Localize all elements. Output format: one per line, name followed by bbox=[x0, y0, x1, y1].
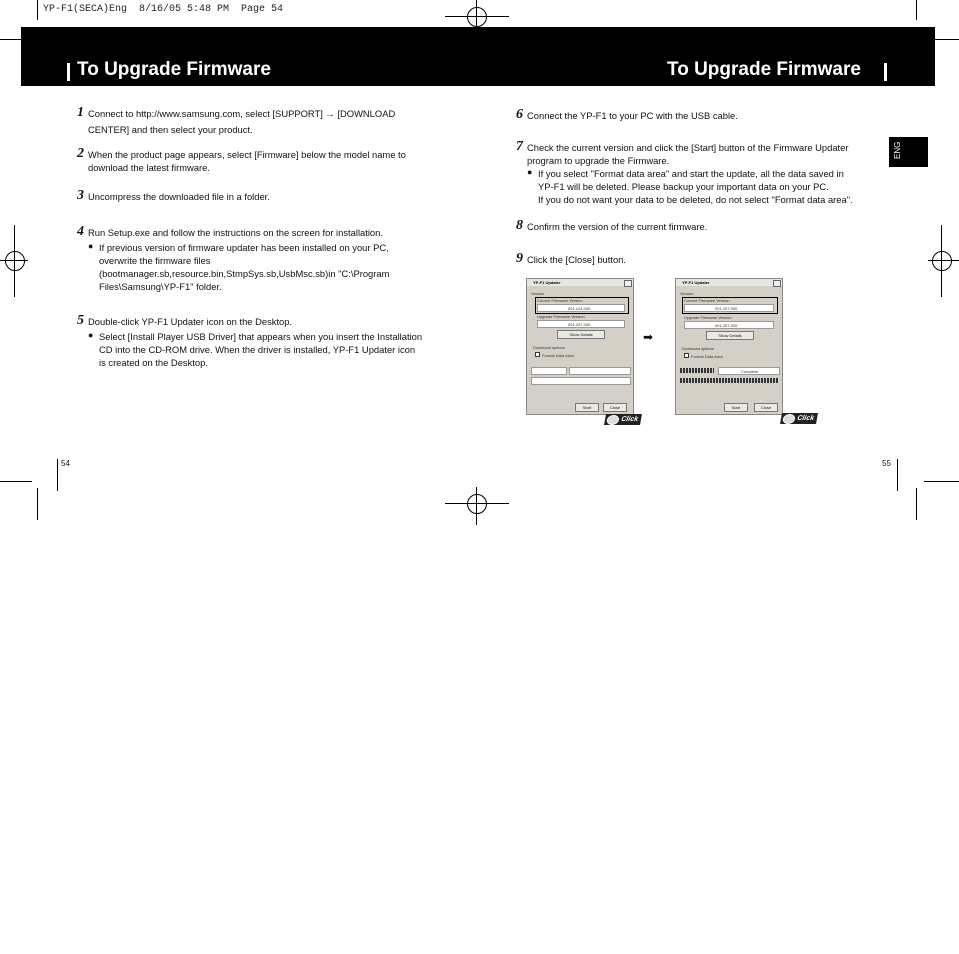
close-icon[interactable] bbox=[773, 280, 781, 287]
mouse-icon bbox=[782, 414, 796, 424]
print-slug-line: YP-F1(SECA)Eng 8/16/05 5:48 PM Page 54 bbox=[43, 4, 284, 15]
bullet-text: If you select "Format data area" and start the update, all the data saved in bbox=[538, 168, 844, 179]
click-badge-start: Click bbox=[604, 414, 642, 425]
language-tab: ENG bbox=[889, 137, 928, 167]
dialog-title: YP-F1 Updater bbox=[682, 280, 710, 285]
bullet-text: CD into the CD-ROM drive. When the driver is installed, YP-F1 Updater icon bbox=[99, 344, 416, 355]
bullet-text: If previous version of firmware updater has been installed on your PC, bbox=[99, 242, 389, 253]
bullet-text: is created on the Desktop. bbox=[99, 357, 208, 368]
progress-bar-small bbox=[680, 368, 714, 373]
step-number: 4 bbox=[77, 224, 84, 239]
step-text: Confirm the version of the current firmware. bbox=[527, 221, 708, 232]
close-icon[interactable] bbox=[624, 280, 632, 287]
start-button[interactable]: Start bbox=[575, 403, 599, 412]
step-text: Connect to http://www.samsung.com, select [SUPPORT] → [DOWNLOAD bbox=[88, 108, 396, 119]
version-group-label: Version bbox=[680, 291, 694, 296]
crop-line bbox=[935, 39, 959, 40]
format-data-checkbox[interactable]: Format Data Area bbox=[684, 353, 723, 359]
crop-line bbox=[445, 16, 509, 17]
crop-line bbox=[0, 39, 21, 40]
status-field-2 bbox=[569, 367, 631, 375]
step-text: CENTER] and then select your product. bbox=[88, 124, 253, 135]
download-options-label: Download options bbox=[533, 345, 565, 350]
step-number: 5 bbox=[77, 313, 84, 328]
step-text: Connect the YP-F1 to your PC with the USB cable. bbox=[527, 110, 738, 121]
step-text: Check the current version and click the [Start] button of the Firmware Updater bbox=[527, 142, 849, 153]
page-number-right: 55 bbox=[882, 459, 891, 468]
show-details-button[interactable]: Show Details bbox=[557, 330, 605, 339]
step-text: Uncompress the downloaded file in a folder. bbox=[88, 191, 270, 202]
close-button[interactable]: Close bbox=[754, 403, 778, 412]
crop-line bbox=[924, 481, 959, 482]
bullet-text: Files\Samsung\YP-F1" folder. bbox=[99, 281, 222, 292]
arrow-right-icon: ➡ bbox=[643, 330, 654, 344]
step-number: 2 bbox=[77, 146, 84, 161]
step-number: 3 bbox=[77, 188, 84, 203]
crop-line bbox=[0, 481, 32, 482]
page-number-left: 54 bbox=[61, 459, 70, 468]
progress-field bbox=[531, 377, 631, 385]
step-number: 1 bbox=[77, 105, 84, 120]
step-text: Click the [Close] button. bbox=[527, 254, 627, 265]
bullet-icon: ● bbox=[88, 330, 94, 340]
mouse-icon bbox=[606, 415, 620, 425]
step-text: When the product page appears, select [Firmware] below the model name to bbox=[88, 149, 406, 160]
bullet-text: YP-F1 will be deleted. Please backup your important data on your PC. bbox=[538, 181, 829, 192]
current-version-label: Current Firmware Version bbox=[684, 298, 730, 303]
dialog-title: YP-F1 Updater bbox=[533, 280, 561, 285]
step-number: 7 bbox=[516, 139, 523, 154]
upgrade-version-field: 001.207.000 bbox=[537, 320, 625, 328]
click-badge-close: Click bbox=[780, 413, 818, 424]
start-button[interactable]: Start bbox=[724, 403, 748, 412]
step-number: 9 bbox=[516, 251, 523, 266]
step-text: program to upgrade the Firmware. bbox=[527, 155, 670, 166]
updater-dialog-before bbox=[526, 278, 634, 415]
bullet-text: Select [Install Player USB Driver] that appears when you insert the Installation bbox=[99, 331, 423, 342]
status-field: Complete bbox=[718, 367, 780, 375]
step-text: Double-click YP-F1 Updater icon on the Desktop. bbox=[88, 316, 293, 327]
bullet-text: overwrite the firmware files bbox=[99, 255, 211, 266]
step-text: download the latest firmware. bbox=[88, 162, 210, 173]
crop-line bbox=[476, 487, 477, 525]
crop-line bbox=[37, 0, 38, 20]
title-bar-left bbox=[67, 63, 70, 81]
title-bar-right bbox=[884, 63, 887, 81]
step-number: 8 bbox=[516, 218, 523, 233]
step-number: 6 bbox=[516, 107, 523, 122]
show-details-button[interactable]: Show Details bbox=[706, 331, 754, 340]
crop-line bbox=[916, 488, 917, 520]
upgrade-version-field: 001.207.000 bbox=[684, 321, 774, 329]
page-edge-line bbox=[57, 459, 58, 491]
crop-line bbox=[14, 225, 15, 297]
version-group-label: Version bbox=[531, 291, 545, 296]
upgrade-version-label: Upgrade Firmware Version bbox=[684, 315, 732, 320]
registration-mark-left bbox=[5, 251, 25, 271]
current-version-field: 001.124.000 bbox=[537, 304, 625, 312]
updater-dialog-after bbox=[675, 278, 783, 415]
bullet-text: (bootmanager.sb,resource.bin,StmpSys.sb,UsbMsc.sb)in "C:\Program bbox=[99, 268, 390, 279]
step-text: Run Setup.exe and follow the instructions on the screen for installation. bbox=[88, 227, 383, 238]
crop-line bbox=[916, 0, 917, 20]
crop-line bbox=[445, 503, 509, 504]
registration-mark-right bbox=[932, 251, 952, 271]
download-options-label: Download options bbox=[682, 346, 714, 351]
current-version-field: 001.207.000 bbox=[684, 304, 774, 312]
crop-line bbox=[37, 488, 38, 520]
page-title-right: To Upgrade Firmware bbox=[667, 59, 861, 80]
bullet-icon: ● bbox=[88, 241, 94, 251]
upgrade-version-label: Upgrade Firmware Version bbox=[537, 314, 585, 319]
crop-line bbox=[928, 260, 959, 261]
bullet-text: If you do not want your data to be deleted, do not select "Format data area". bbox=[538, 194, 853, 205]
current-version-label: Current Firmware Version bbox=[537, 298, 583, 303]
registration-mark-top bbox=[467, 7, 487, 27]
close-button[interactable]: Close bbox=[603, 403, 627, 412]
format-data-checkbox[interactable]: Format Data Area bbox=[535, 352, 574, 358]
bullet-icon: ● bbox=[527, 167, 533, 177]
progress-bar-full bbox=[680, 378, 778, 383]
registration-mark-bottom bbox=[467, 494, 487, 514]
crop-line bbox=[941, 225, 942, 297]
page-title-left: To Upgrade Firmware bbox=[77, 59, 271, 80]
page-edge-line bbox=[897, 459, 898, 491]
status-field-1 bbox=[531, 367, 567, 375]
